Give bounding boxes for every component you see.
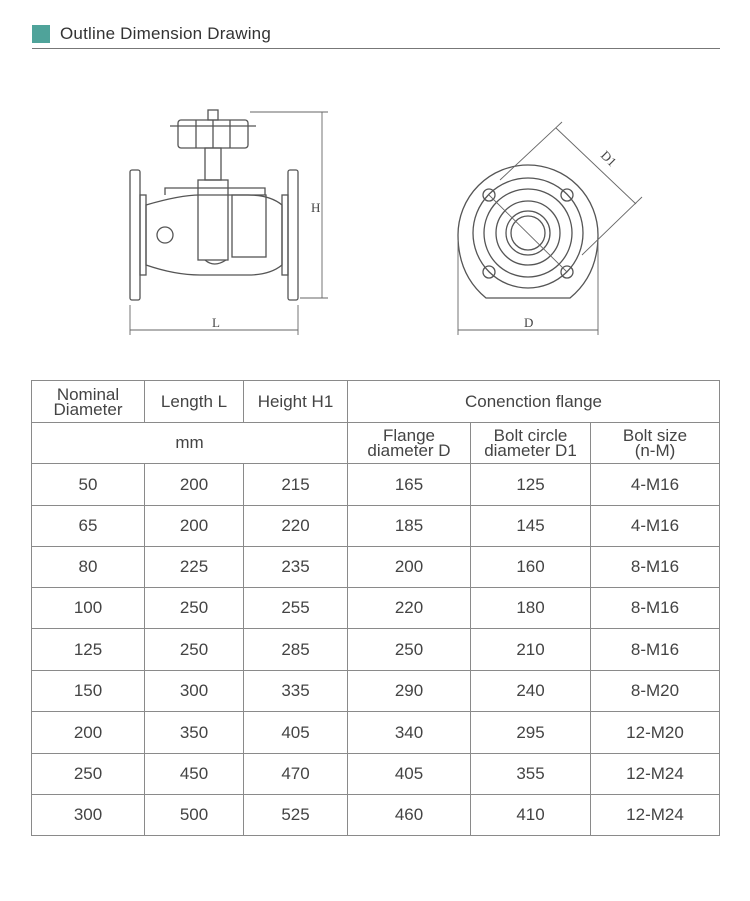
- cell-length: 200: [145, 506, 244, 547]
- label-d: D: [524, 315, 534, 330]
- cell-bolt-circle: 125: [471, 464, 591, 506]
- cell-height: 220: [244, 506, 348, 547]
- cell-bolt-size: 4-M16: [591, 506, 720, 547]
- header-units: mm: [32, 423, 348, 464]
- cell-nominal: 300: [32, 795, 145, 836]
- cell-flange-d: 220: [348, 588, 471, 629]
- cell-flange-d: 200: [348, 547, 471, 588]
- cell-height: 405: [244, 712, 348, 754]
- cell-length: 500: [145, 795, 244, 836]
- cell-length: 250: [145, 588, 244, 629]
- cell-length: 300: [145, 671, 244, 712]
- label-l: L: [212, 315, 220, 330]
- table-row: [32, 795, 720, 836]
- cell-height: 215: [244, 464, 348, 506]
- cell-bolt-size: 8-M16: [591, 547, 720, 588]
- valve-side-view: [130, 110, 298, 300]
- cell-length: 450: [145, 754, 244, 795]
- header-height: Height H1: [244, 381, 348, 423]
- dimension-table: [31, 380, 720, 836]
- cell-bolt-size: 12-M24: [591, 795, 720, 836]
- table-row: [32, 671, 720, 712]
- cell-bolt-circle: 355: [471, 754, 591, 795]
- cell-bolt-circle: 180: [471, 588, 591, 629]
- section-marker-square: [32, 25, 50, 43]
- cell-bolt-size: 4-M16: [591, 464, 720, 506]
- header-flange-diameter: Flange diameter D: [348, 423, 471, 464]
- cell-flange-d: 185: [348, 506, 471, 547]
- header-divider: [32, 48, 720, 49]
- table-header-row-1: [32, 381, 720, 423]
- section-title: Outline Dimension Drawing: [60, 24, 271, 43]
- header-nominal-diameter: Nominal Diameter: [32, 381, 145, 423]
- cell-bolt-circle: 410: [471, 795, 591, 836]
- cell-height: 335: [244, 671, 348, 712]
- cell-nominal: 125: [32, 629, 145, 671]
- cell-length: 200: [145, 464, 244, 506]
- cell-flange-d: 165: [348, 464, 471, 506]
- flange-front-view: [458, 165, 598, 298]
- outline-drawing: [0, 100, 750, 340]
- cell-height: 235: [244, 547, 348, 588]
- cell-flange-d: 250: [348, 629, 471, 671]
- cell-nominal: 65: [32, 506, 145, 547]
- cell-bolt-circle: 160: [471, 547, 591, 588]
- cell-nominal: 200: [32, 712, 145, 754]
- table-row: [32, 712, 720, 754]
- header-connection-flange: Conenction flange: [348, 381, 720, 423]
- cell-flange-d: 405: [348, 754, 471, 795]
- cell-bolt-size: 12-M24: [591, 754, 720, 795]
- cell-nominal: 80: [32, 547, 145, 588]
- cell-length: 250: [145, 629, 244, 671]
- cell-bolt-circle: 240: [471, 671, 591, 712]
- cell-bolt-size: 8-M16: [591, 588, 720, 629]
- cell-bolt-circle: 295: [471, 712, 591, 754]
- cell-length: 350: [145, 712, 244, 754]
- cell-flange-d: 460: [348, 795, 471, 836]
- section-header: [32, 22, 720, 50]
- header-length: Length L: [145, 381, 244, 423]
- label-d1: D1: [597, 147, 620, 170]
- table-row: [32, 754, 720, 795]
- table-row: [32, 588, 720, 629]
- cell-nominal: 250: [32, 754, 145, 795]
- cell-bolt-size: 8-M20: [591, 671, 720, 712]
- table-row: [32, 506, 720, 547]
- cell-height: 470: [244, 754, 348, 795]
- cell-bolt-size: 8-M16: [591, 629, 720, 671]
- cell-height: 525: [244, 795, 348, 836]
- header-bolt-circle: Bolt circle diameter D1: [471, 423, 591, 464]
- table-row: [32, 464, 720, 506]
- cell-length: 225: [145, 547, 244, 588]
- label-h: H: [311, 200, 321, 215]
- cell-flange-d: 290: [348, 671, 471, 712]
- cell-height: 255: [244, 588, 348, 629]
- cell-nominal: 150: [32, 671, 145, 712]
- cell-nominal: 100: [32, 588, 145, 629]
- table-row: [32, 547, 720, 588]
- cell-bolt-size: 12-M20: [591, 712, 720, 754]
- cell-nominal: 50: [32, 464, 145, 506]
- cell-height: 285: [244, 629, 348, 671]
- header-bolt-size: Bolt size (n-M): [591, 423, 720, 464]
- table-row: [32, 629, 720, 671]
- cell-bolt-circle: 210: [471, 629, 591, 671]
- cell-flange-d: 340: [348, 712, 471, 754]
- cell-bolt-circle: 145: [471, 506, 591, 547]
- table-header-row-2: [32, 423, 720, 464]
